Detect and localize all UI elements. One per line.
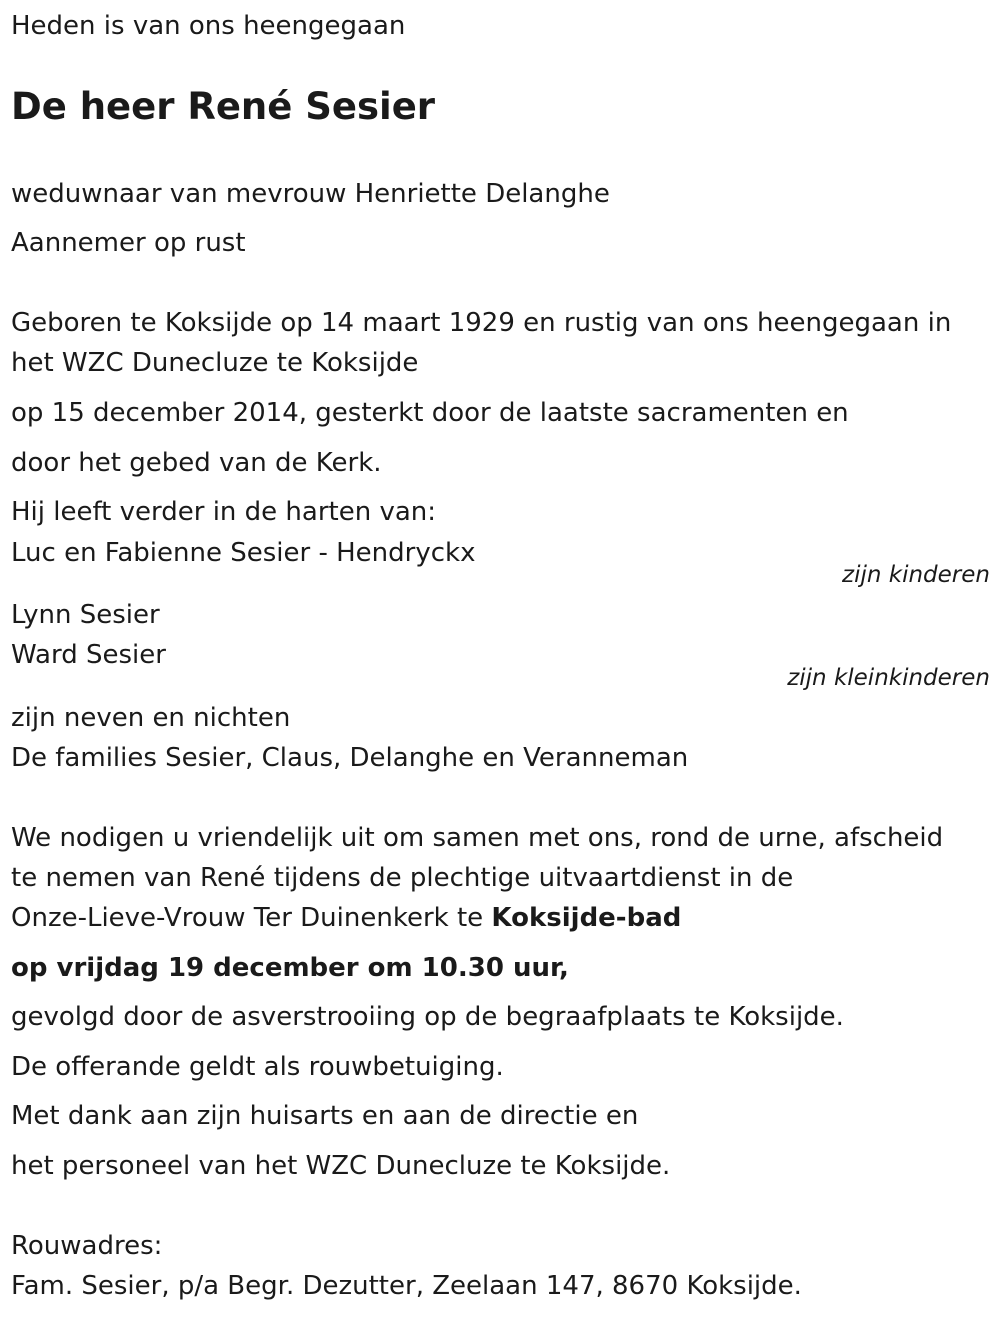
invitation-line1: We nodigen u vriendelijk uit om samen met ons, rond de urne, afscheid [11,823,944,853]
followed-by-text: gevolgd door de asverstrooiing op de begraafplaats te Koksijde. [11,1002,844,1032]
death-text-line1: op 15 december 2014, gesterkt door de laatste sacramenten en [11,398,849,428]
invitation-line2: te nemen van René tijdens de plechtige uitvaartdienst in de [11,863,794,893]
offering-text: De offerande geldt als rouwbetuiging. [11,1052,504,1082]
ceremony-place: Koksijde-bad [491,903,682,933]
grandchild-name: Ward Sesier [11,640,166,670]
families-text: De families Sesier, Claus, Delanghe en Veranneman [11,743,689,773]
death-text-line2: door het gebed van de Kerk. [11,448,382,478]
nephews-text: zijn neven en nichten [11,703,291,733]
children-label: zijn kinderen [842,562,990,588]
address-label: Rouwadres: [11,1231,163,1261]
grandchild-name: Lynn Sesier [11,600,160,630]
lives-on-text: Hij leeft verder in de harten van: [11,497,437,527]
widower-text: weduwnaar van mevrouw Henriette Delanghe [11,179,610,209]
birth-text-line2: het WZC Dunecluze te Koksijde [11,348,419,378]
ceremony-date-time: op vrijdag 19 december om 10.30 uur, [11,953,569,983]
grandchildren-label: zijn kleinkinderen [787,665,990,691]
invitation-line3 [11,905,681,931]
deceased-name: De heer René Sesier [11,85,436,128]
thanks-line1: Met dank aan zijn huisarts en aan de directie en [11,1101,639,1131]
birth-text-line1: Geboren te Koksijde op 14 maart 1929 en rustig van ons heengegaan in [11,308,952,338]
occupation-text: Aannemer op rust [11,228,246,258]
thanks-line2: het personeel van het WZC Dunecluze te Koksijde. [11,1151,671,1181]
mourning-address: Fam. Sesier, p/a Begr. Dezutter, Zeelaan 147, 8670 Koksijde. [11,1271,802,1301]
children-names: Luc en Fabienne Sesier - Hendryckx [11,538,476,568]
church-text: Onze-Lieve-Vrouw Ter Duinenkerk te [11,903,492,933]
intro-text: Heden is van ons heengegaan [11,11,406,41]
